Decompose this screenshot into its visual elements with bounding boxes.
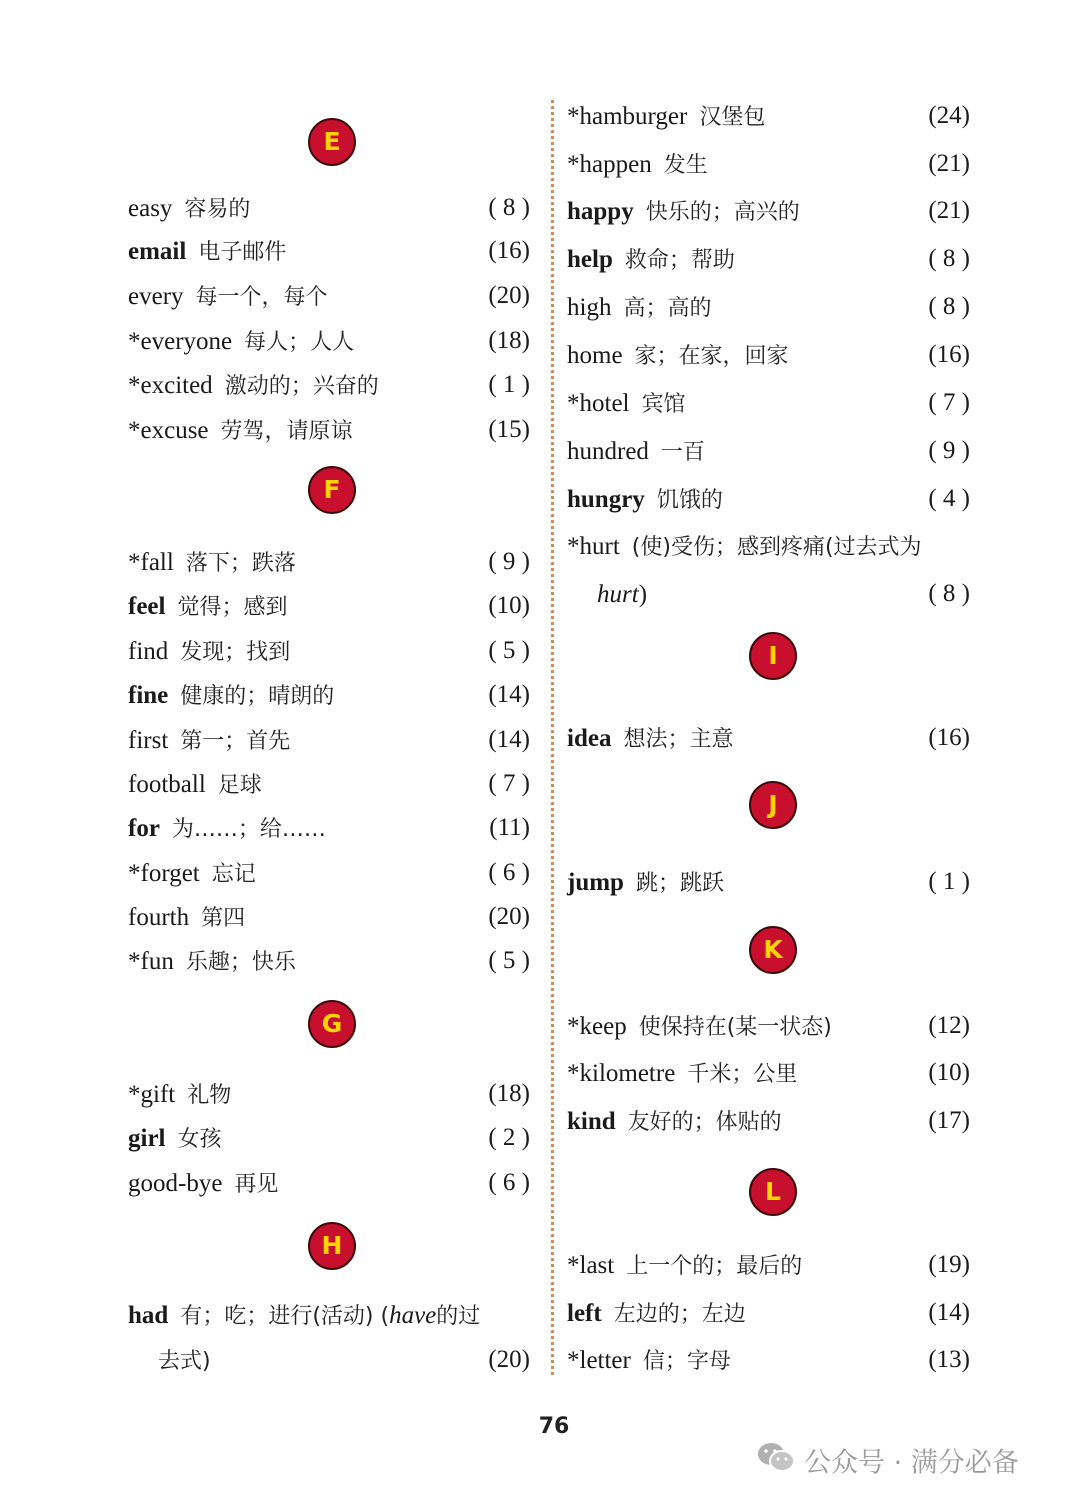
entry-word: kind bbox=[567, 1108, 616, 1135]
entry-word: *forget bbox=[128, 860, 200, 887]
entry-page: ( 6 ) bbox=[488, 1169, 530, 1196]
entry-page: ( 9 ) bbox=[488, 548, 530, 575]
entry-page: ( 7 ) bbox=[488, 770, 530, 797]
entry-word: fourth bbox=[128, 904, 190, 931]
entry-kind bbox=[567, 1101, 970, 1141]
entry-page: ( 6 ) bbox=[488, 859, 530, 886]
entry-feel bbox=[128, 586, 530, 626]
entry-meaning: 千米；公里 bbox=[687, 1062, 798, 1087]
entry-word: *excited bbox=[128, 372, 213, 399]
entry-page: (16) bbox=[928, 724, 970, 751]
entry-hurt bbox=[567, 526, 970, 566]
entry-email bbox=[128, 231, 530, 271]
entry-meaning: 使保持在(某一状态) bbox=[638, 1015, 832, 1040]
section-letter-k: K bbox=[749, 926, 797, 974]
entry-word: jump bbox=[567, 869, 624, 896]
entry-word: high bbox=[567, 294, 612, 321]
entry-meaning: 乐趣；快乐 bbox=[185, 950, 296, 975]
entry-meaning-italic: hurt bbox=[597, 581, 639, 608]
entry-meaning: 饥饿的 bbox=[656, 488, 723, 513]
entry-page: ( 4 ) bbox=[928, 485, 970, 512]
entry-page: (14) bbox=[488, 726, 530, 753]
entry-fine bbox=[128, 675, 530, 715]
entry-keep bbox=[567, 1006, 970, 1046]
entry-page: (20) bbox=[488, 1346, 530, 1373]
entry-page: (19) bbox=[928, 1251, 970, 1278]
entry-page: ( 9 ) bbox=[928, 437, 970, 464]
entry-meaning: 觉得；感到 bbox=[177, 595, 288, 620]
entry-letter bbox=[567, 1340, 970, 1380]
entry-meaning: 宾馆 bbox=[641, 392, 686, 417]
entry-meaning: 左边的；左边 bbox=[613, 1302, 746, 1327]
entry-word: feel bbox=[128, 593, 166, 620]
entry-page: (21) bbox=[928, 197, 970, 224]
entry-word: help bbox=[567, 246, 613, 273]
entry-meaning: 容易的 bbox=[184, 197, 251, 222]
entry-word: *everyone bbox=[128, 328, 233, 355]
entry-word: girl bbox=[128, 1125, 166, 1152]
entry-word: first bbox=[128, 727, 169, 754]
entry-meaning: 跳；跳跃 bbox=[635, 871, 724, 896]
entry-word: *keep bbox=[567, 1013, 627, 1040]
entry-word: good-bye bbox=[128, 1170, 223, 1197]
entry-meaning-after: 的过 bbox=[436, 1304, 481, 1329]
section-letter-j: J bbox=[749, 781, 797, 829]
entry-gift bbox=[128, 1074, 530, 1114]
entry-happy bbox=[567, 191, 970, 231]
entry-jump bbox=[567, 862, 970, 902]
entry-page: (20) bbox=[488, 282, 530, 309]
entry-continuation bbox=[128, 1340, 530, 1380]
entry-fall bbox=[128, 542, 530, 582]
entry-help bbox=[567, 239, 970, 279]
entry-meaning: 发现；找到 bbox=[180, 640, 291, 665]
entry-word: happy bbox=[567, 198, 634, 225]
entry-word: football bbox=[128, 771, 206, 798]
entry-hundred bbox=[567, 431, 970, 471]
entry-hamburger bbox=[567, 96, 970, 136]
entry-meaning: 电子邮件 bbox=[198, 240, 287, 265]
entry-meaning-cont: 去式) bbox=[158, 1349, 211, 1374]
entry-meaning: 发生 bbox=[663, 153, 708, 178]
entry-word: *kilometre bbox=[567, 1060, 676, 1087]
entry-excited bbox=[128, 365, 530, 405]
section-letter-l: L bbox=[749, 1168, 797, 1216]
entry-meaning: 家；在家，回家 bbox=[634, 344, 789, 369]
entry-word: had bbox=[128, 1302, 169, 1329]
entry-meaning: 足球 bbox=[217, 773, 262, 798]
entry-page: ( 7 ) bbox=[928, 389, 970, 416]
entry-page: (18) bbox=[488, 327, 530, 354]
entry-every bbox=[128, 276, 530, 316]
entry-for bbox=[128, 808, 530, 848]
entry-forget bbox=[128, 853, 530, 893]
entry-meaning: 信；字母 bbox=[642, 1349, 731, 1374]
entry-meaning: 第四 bbox=[201, 906, 246, 931]
section-letter-h: H bbox=[308, 1222, 356, 1270]
entry-happen bbox=[567, 144, 970, 184]
entry-word: email bbox=[128, 238, 187, 265]
entry-meaning: 劳驾，请原谅 bbox=[220, 419, 353, 444]
entry-meaning: 有；吃；进行(活动) ( bbox=[180, 1304, 390, 1329]
entry-word: idea bbox=[567, 725, 612, 752]
entry-meaning: 每人；人人 bbox=[244, 330, 355, 355]
entry-meaning: 第一；首先 bbox=[180, 729, 291, 754]
entry-meaning: 落下；跌落 bbox=[185, 551, 296, 576]
entry-page: (14) bbox=[928, 1299, 970, 1326]
entry-page: (13) bbox=[928, 1346, 970, 1373]
entry-word: every bbox=[128, 283, 184, 310]
entry-fun bbox=[128, 941, 530, 981]
entry-word: *fun bbox=[128, 948, 174, 975]
entry-word: for bbox=[128, 815, 160, 842]
entry-meaning: 想法；主意 bbox=[623, 727, 734, 752]
entry-meaning: 快乐的；高兴的 bbox=[645, 200, 800, 225]
entry-page: ( 8 ) bbox=[928, 245, 970, 272]
entry-word: *happen bbox=[567, 151, 652, 178]
entry-page: (16) bbox=[928, 341, 970, 368]
section-letter-i: I bbox=[749, 632, 797, 680]
entry-left bbox=[567, 1293, 970, 1333]
entry-meaning: 再见 bbox=[234, 1172, 279, 1197]
watermark bbox=[756, 1440, 1019, 1484]
entry-page: (18) bbox=[488, 1080, 530, 1107]
entry-meaning: 友好的；体贴的 bbox=[627, 1110, 782, 1135]
entry-word: *hurt bbox=[567, 533, 620, 560]
entry-word: find bbox=[128, 638, 169, 665]
entry-meaning: 一百 bbox=[660, 440, 705, 465]
entry-meaning: 汉堡包 bbox=[699, 105, 766, 130]
entry-page: ( 2 ) bbox=[488, 1124, 530, 1151]
entry-page: ( 8 ) bbox=[488, 194, 530, 221]
entry-page: (21) bbox=[928, 150, 970, 177]
entry-continuation bbox=[567, 574, 970, 614]
entry-word: easy bbox=[128, 195, 173, 222]
entry-meaning: 救命；帮助 bbox=[624, 248, 735, 273]
entry-home bbox=[567, 335, 970, 375]
entry-meaning: 忘记 bbox=[211, 862, 256, 887]
entry-word: home bbox=[567, 342, 623, 369]
wechat-icon bbox=[756, 1440, 796, 1488]
entry-word: *excuse bbox=[128, 417, 209, 444]
entry-meaning: (使)受伤；感到疼痛(过去式为 bbox=[631, 535, 922, 560]
entry-excuse bbox=[128, 410, 530, 450]
entry-word: *last bbox=[567, 1252, 615, 1279]
entry-everyone bbox=[128, 321, 530, 361]
entry-meaning: 健康的；晴朗的 bbox=[180, 684, 335, 709]
entry-last bbox=[567, 1245, 970, 1285]
entry-word: *hamburger bbox=[567, 103, 688, 130]
section-letter-f: F bbox=[308, 466, 356, 514]
entry-fourth bbox=[128, 897, 530, 937]
entry-meaning: 每一个，每个 bbox=[195, 285, 328, 310]
entry-page: (20) bbox=[488, 903, 530, 930]
entry-word: *letter bbox=[567, 1347, 631, 1374]
entry-hungry bbox=[567, 479, 970, 519]
entry-page: ( 8 ) bbox=[928, 580, 970, 607]
entry-meaning: 激动的；兴奋的 bbox=[224, 374, 379, 399]
entry-meaning: 上一个的；最后的 bbox=[626, 1254, 803, 1279]
entry-word: *fall bbox=[128, 549, 174, 576]
entry-page: (15) bbox=[488, 416, 530, 443]
entry-meaning-after: ) bbox=[638, 581, 648, 608]
entry-page: ( 5 ) bbox=[488, 947, 530, 974]
entry-page: (16) bbox=[488, 237, 530, 264]
entry-page: (10) bbox=[928, 1059, 970, 1086]
entry-page: (24) bbox=[928, 102, 970, 129]
entry-page: (17) bbox=[928, 1107, 970, 1134]
entry-page: (12) bbox=[928, 1012, 970, 1039]
column-divider bbox=[551, 100, 554, 1375]
entry-had bbox=[128, 1295, 530, 1335]
entry-meaning-italic: have bbox=[389, 1302, 437, 1329]
entry-meaning: 礼物 bbox=[187, 1083, 232, 1108]
entry-page: ( 5 ) bbox=[488, 637, 530, 664]
entry-meaning: 女孩 bbox=[177, 1127, 222, 1152]
entry-page: (11) bbox=[489, 814, 530, 841]
entry-page: ( 1 ) bbox=[488, 371, 530, 398]
entry-find bbox=[128, 631, 530, 671]
entry-football bbox=[128, 764, 530, 804]
entry-page: ( 1 ) bbox=[928, 868, 970, 895]
entry-meaning: 为……；给…… bbox=[171, 817, 326, 842]
entry-hotel bbox=[567, 383, 970, 423]
entry-meaning: 高；高的 bbox=[623, 296, 712, 321]
entry-high bbox=[567, 287, 970, 327]
entry-word: *gift bbox=[128, 1081, 176, 1108]
entry-word: hungry bbox=[567, 486, 645, 513]
entry-idea bbox=[567, 718, 970, 758]
entry-word: left bbox=[567, 1300, 602, 1327]
entry-girl bbox=[128, 1118, 530, 1158]
entry-page: ( 8 ) bbox=[928, 293, 970, 320]
entry-easy bbox=[128, 188, 530, 228]
entry-page: (10) bbox=[488, 592, 530, 619]
entry-good-bye bbox=[128, 1163, 530, 1203]
entry-word: *hotel bbox=[567, 390, 630, 417]
section-letter-e: E bbox=[308, 118, 356, 166]
watermark-text: 公众号 · 满分必备 bbox=[804, 1447, 1019, 1479]
page-number: 76 bbox=[538, 1414, 570, 1439]
entry-page: (14) bbox=[488, 681, 530, 708]
entry-first bbox=[128, 720, 530, 760]
entry-kilometre bbox=[567, 1053, 970, 1093]
entry-word: hundred bbox=[567, 438, 649, 465]
section-letter-g: G bbox=[308, 1000, 356, 1048]
entry-word: fine bbox=[128, 682, 169, 709]
